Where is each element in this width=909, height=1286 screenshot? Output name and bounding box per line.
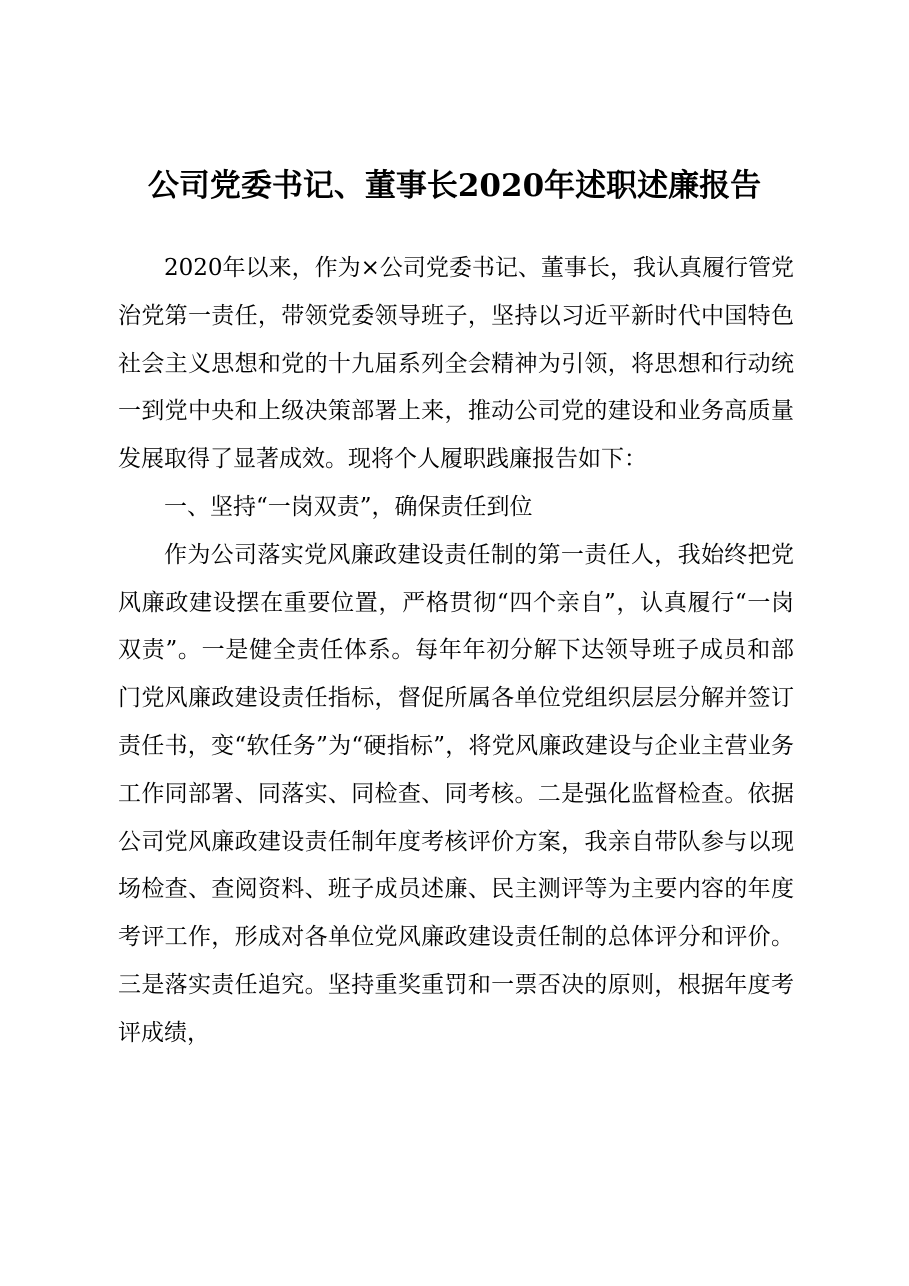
document-title: 公司党委书记、董事长2020年述职述廉报告 [147, 168, 762, 204]
paragraph-section-1: 作为公司落实党风廉政建设责任制的第一责任人，我始终把党风廉政建设摆在重要位置，严格贯彻“四个亲自”，认真履行“一岗双责”。一是健全责任体系。每年年初分解下达领导班子成员和部门党风廉政建设责任指标，督促所属各单位党组织层层分解并签订责任书，变“软任务”为“硬指标”，将党风廉政建设与企业主营业务工作同部署、同落实、同检查、同考核。二是强化监督检查。依据公司党风廉政建设责任制年度考核评价方案，我亲自带队参与以现场检查、查阅资料、班子成员述廉、民主测评等为主要内容的年度考评工作，形成对各单位党风廉政建设责任制的总体评分和评价。三是落实责任追究。坚持重奖重罚和一票否决的原则，根据年度考评成绩， [118, 541, 794, 1046]
paragraph-intro: 2020年以来，作为×公司党委书记、董事长，我认真履行管党治党第一责任，带领党委领导班子，坚持以习近平新时代中国特色社会主义思想和党的十九届系列全会精神为引领，将思想和行动统一到党中央和上级决策部署上来，推动公司党的建设和业务高质量发展取得了显著成效。现将个人履职践廉报告如下： [118, 255, 794, 473]
section-heading-1: 一、坚持“一岗双责”，确保责任到位 [164, 493, 533, 520]
document-body [118, 245, 794, 1058]
